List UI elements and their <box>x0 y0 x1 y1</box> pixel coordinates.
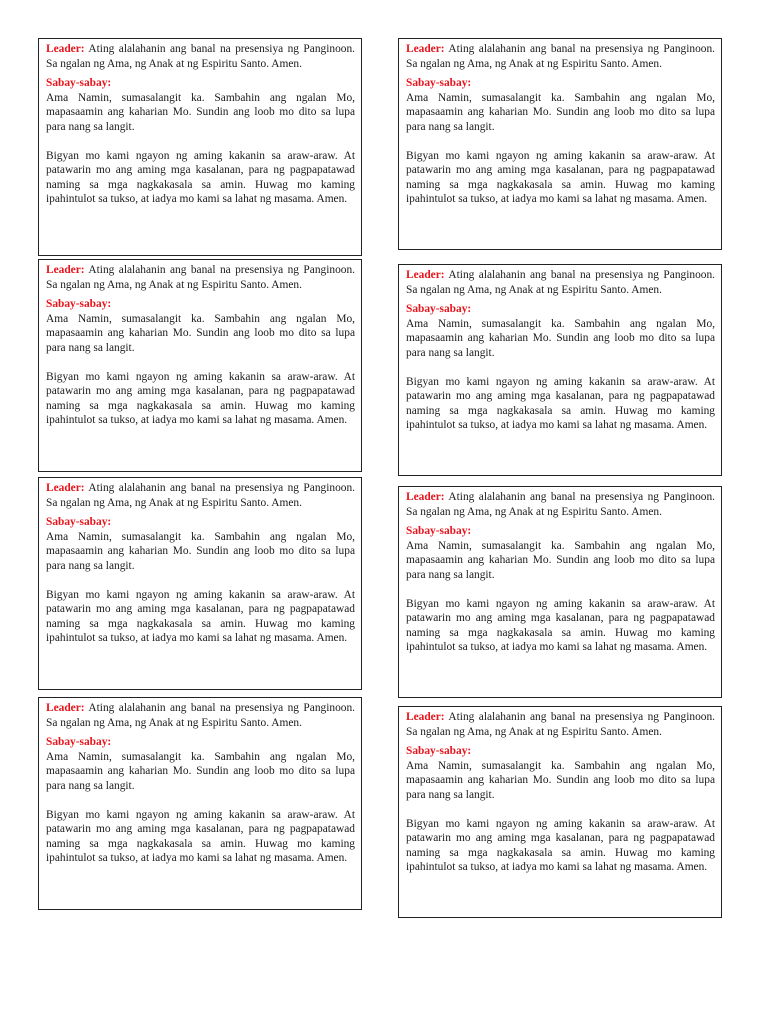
prayer-paragraph-1: Ama Namin, sumasalangit ka. Sambahin ang ngalan Mo, mapasaamin ang kaharian Mo. Sundin ang loob mo dito sa lupa para nang sa langit. <box>46 530 355 572</box>
leader-label: Leader: <box>406 269 445 281</box>
leader-label: Leader: <box>46 43 85 55</box>
leader-paragraph <box>406 268 715 297</box>
sabay-label: Sabay-sabay: <box>406 303 472 316</box>
prayer-card <box>398 38 722 250</box>
leader-text: Ating alalahanin ang banal na presensiya ng Panginoon. Sa ngalan ng Ama, ng Anak at ng Espiritu Santo. Amen. <box>46 482 355 509</box>
leader-paragraph <box>46 263 355 292</box>
sabay-label: Sabay-sabay: <box>46 736 112 749</box>
prayer-paragraph-2: Bigyan mo kami ngayon ng aming kakanin sa araw-araw. At patawarin mo ang aming mga kasalanan, para ng pagpapatawad naming sa mga nagkakasala sa amin. Huwag mo kaming ipahintulot sa tukso, at iadya mo kami sa lahat ng masama. Amen. <box>46 588 355 645</box>
leader-label: Leader: <box>46 482 85 494</box>
prayer-paragraph-2: Bigyan mo kami ngayon ng aming kakanin sa araw-araw. At patawarin mo ang aming mga kasalanan, para ng pagpapatawad naming sa mga nagkakasala sa amin. Huwag mo kaming ipahintulot sa tukso, at iadya mo kami sa lahat ng masama. Amen. <box>46 808 355 865</box>
leader-label: Leader: <box>406 43 445 55</box>
prayer-card <box>38 477 362 690</box>
leader-label: Leader: <box>46 702 85 714</box>
leader-paragraph <box>46 701 355 730</box>
leader-paragraph <box>406 490 715 519</box>
prayer-card <box>38 697 362 910</box>
prayer-paragraph-1: Ama Namin, sumasalangit ka. Sambahin ang ngalan Mo, mapasaamin ang kaharian Mo. Sundin ang loob mo dito sa lupa para nang sa langit. <box>406 317 715 359</box>
prayer-paragraph-2: Bigyan mo kami ngayon ng aming kakanin sa araw-araw. At patawarin mo ang aming mga kasalanan, para ng pagpapatawad naming sa mga nagkakasala sa amin. Huwag mo kaming ipahintulot sa tukso, at iadya mo kami sa lahat ng masama. Amen. <box>46 370 355 427</box>
leader-label: Leader: <box>406 711 445 723</box>
prayer-paragraph-2: Bigyan mo kami ngayon ng aming kakanin sa araw-araw. At patawarin mo ang aming mga kasalanan, para ng pagpapatawad naming sa mga nagkakasala sa amin. Huwag mo kaming ipahintulot sa tukso, at iadya mo kami sa lahat ng masama. Amen. <box>406 375 715 432</box>
leader-text: Ating alalahanin ang banal na presensiya ng Panginoon. Sa ngalan ng Ama, ng Anak at ng Espiritu Santo. Amen. <box>406 711 715 738</box>
leader-text: Ating alalahanin ang banal na presensiya ng Panginoon. Sa ngalan ng Ama, ng Anak at ng Espiritu Santo. Amen. <box>46 264 355 291</box>
sabay-label: Sabay-sabay: <box>46 298 112 311</box>
sabay-label: Sabay-sabay: <box>406 525 472 538</box>
leader-text: Ating alalahanin ang banal na presensiya ng Panginoon. Sa ngalan ng Ama, ng Anak at ng Espiritu Santo. Amen. <box>406 491 715 518</box>
leader-paragraph <box>46 481 355 510</box>
prayer-paragraph-1: Ama Namin, sumasalangit ka. Sambahin ang ngalan Mo, mapasaamin ang kaharian Mo. Sundin ang loob mo dito sa lupa para nang sa langit. <box>406 91 715 133</box>
prayer-paragraph-1: Ama Namin, sumasalangit ka. Sambahin ang ngalan Mo, mapasaamin ang kaharian Mo. Sundin ang loob mo dito sa lupa para nang sa langit. <box>406 759 715 801</box>
leader-text: Ating alalahanin ang banal na presensiya ng Panginoon. Sa ngalan ng Ama, ng Anak at ng Espiritu Santo. Amen. <box>46 43 355 70</box>
sabay-label: Sabay-sabay: <box>406 77 472 90</box>
leader-text: Ating alalahanin ang banal na presensiya ng Panginoon. Sa ngalan ng Ama, ng Anak at ng Espiritu Santo. Amen. <box>406 43 715 70</box>
prayer-card <box>398 486 722 698</box>
sabay-label: Sabay-sabay: <box>406 745 472 758</box>
prayer-card <box>398 706 722 918</box>
prayer-card <box>38 259 362 472</box>
leader-text: Ating alalahanin ang banal na presensiya ng Panginoon. Sa ngalan ng Ama, ng Anak at ng Espiritu Santo. Amen. <box>46 702 355 729</box>
prayer-paragraph-2: Bigyan mo kami ngayon ng aming kakanin sa araw-araw. At patawarin mo ang aming mga kasalanan, para ng pagpapatawad naming sa mga nagkakasala sa amin. Huwag mo kaming ipahintulot sa tukso, at iadya mo kami sa lahat ng masama. Amen. <box>46 149 355 206</box>
leader-paragraph <box>46 42 355 71</box>
sabay-label: Sabay-sabay: <box>46 77 112 90</box>
leader-label: Leader: <box>46 264 85 276</box>
leader-paragraph <box>406 710 715 739</box>
prayer-paragraph-1: Ama Namin, sumasalangit ka. Sambahin ang ngalan Mo, mapasaamin ang kaharian Mo. Sundin ang loob mo dito sa lupa para nang sa langit. <box>406 539 715 581</box>
leader-label: Leader: <box>406 491 445 503</box>
prayer-paragraph-1: Ama Namin, sumasalangit ka. Sambahin ang ngalan Mo, mapasaamin ang kaharian Mo. Sundin ang loob mo dito sa lupa para nang sa langit. <box>46 91 355 133</box>
prayer-paragraph-1: Ama Namin, sumasalangit ka. Sambahin ang ngalan Mo, mapasaamin ang kaharian Mo. Sundin ang loob mo dito sa lupa para nang sa langit. <box>46 312 355 354</box>
leader-paragraph <box>406 42 715 71</box>
prayer-paragraph-2: Bigyan mo kami ngayon ng aming kakanin sa araw-araw. At patawarin mo ang aming mga kasalanan, para ng pagpapatawad naming sa mga nagkakasala sa amin. Huwag mo kaming ipahintulot sa tukso, at iadya mo kami sa lahat ng masama. Amen. <box>406 597 715 654</box>
prayer-paragraph-2: Bigyan mo kami ngayon ng aming kakanin sa araw-araw. At patawarin mo ang aming mga kasalanan, para ng pagpapatawad naming sa mga nagkakasala sa amin. Huwag mo kaming ipahintulot sa tukso, at iadya mo kami sa lahat ng masama. Amen. <box>406 817 715 874</box>
prayer-card <box>398 264 722 476</box>
prayer-card <box>38 38 362 256</box>
prayer-paragraph-2: Bigyan mo kami ngayon ng aming kakanin sa araw-araw. At patawarin mo ang aming mga kasalanan, para ng pagpapatawad naming sa mga nagkakasala sa amin. Huwag mo kaming ipahintulot sa tukso, at iadya mo kami sa lahat ng masama. Amen. <box>406 149 715 206</box>
prayer-paragraph-1: Ama Namin, sumasalangit ka. Sambahin ang ngalan Mo, mapasaamin ang kaharian Mo. Sundin ang loob mo dito sa lupa para nang sa langit. <box>46 750 355 792</box>
sabay-label: Sabay-sabay: <box>46 516 112 529</box>
leader-text: Ating alalahanin ang banal na presensiya ng Panginoon. Sa ngalan ng Ama, ng Anak at ng Espiritu Santo. Amen. <box>406 269 715 296</box>
